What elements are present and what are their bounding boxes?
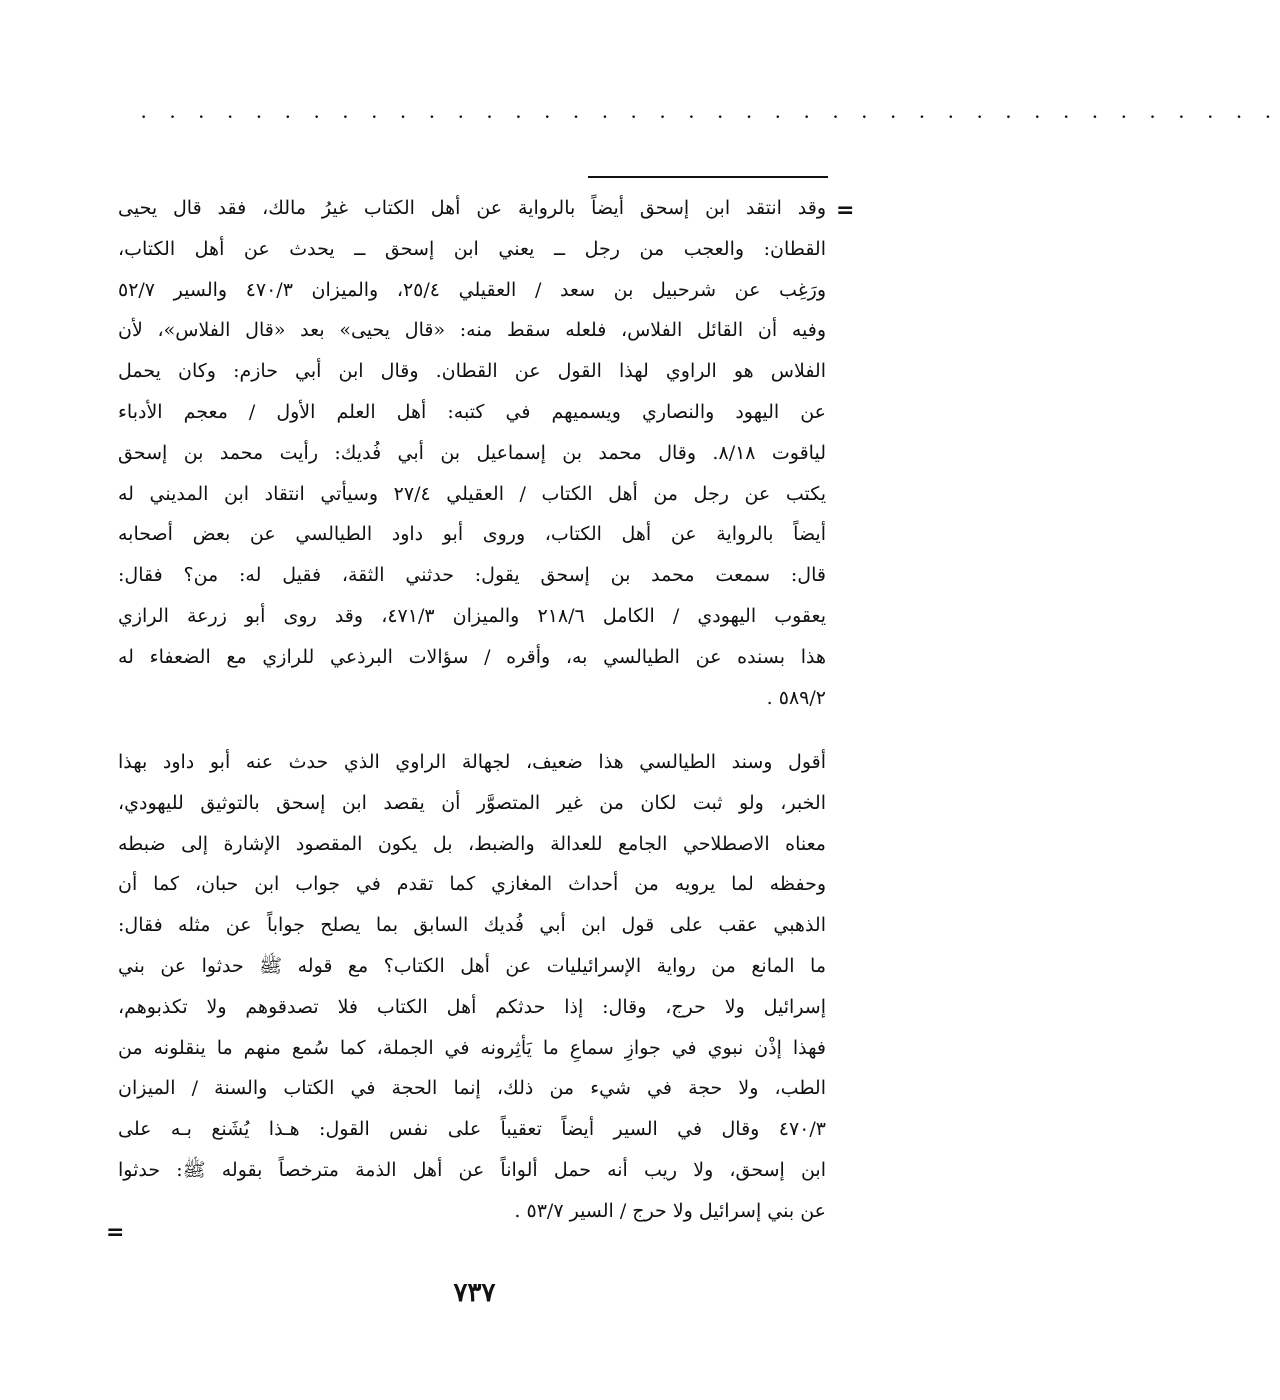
footnote-line: ٥٨٩/٢ . [766,686,826,709]
footnote-line: ورَغِب عن شرحبيل بن سعد / العقيلي ٢٥/٤، والميزان ٤٧٠/٣ والسير ٥٢/٧ [118,278,826,301]
body-line: الطب، ولا حجة في شيء من ذلك، إنما الحجة في الكتاب والسنة / الميزان [118,1077,826,1100]
body-line: ما المانع من رواية الإسرائيليات عن أهل الكتاب؟ مع قوله ﷺ حدثوا عن بني [118,954,826,977]
body-paragraph [118,742,826,1232]
body-line: عن بني إسرائيل ولا حرج / السير ٥٣/٧ . [514,1199,826,1222]
continuation-mark-bottom: = [106,1220,125,1245]
body-line: فهذا إذْن نبوي في جوازِ سماعِ ما يَأثِرونه في الجملة، كما سُمع منهم ما ينقلونه من [118,1036,826,1059]
footnote-separator [588,176,828,178]
page-number: ٧٣٧ [453,1278,496,1308]
body-line: ابن إسحق، ولا ريب أنه حمل ألواناً عن أهل الذمة مترخصاً بقوله ﷺ: حدثوا [118,1158,826,1181]
body-line: ٤٧٠/٣ وقال في السير أيضاً تعقيباً على نفس القول: هـذا يُشَنع بـه على [118,1118,826,1141]
body-line: أقول وسند الطيالسي هذا ضعيف، لجهالة الراوي الذي حدث عنه أبو داود بهذا [118,751,826,773]
footnote-line: لياقوت ٨/١٨. وقال محمد بن إسماعيل بن أبي فُديك: رأيت محمد بن إسحق [118,441,826,464]
footnote-line: وقد انتقد ابن إسحق أيضاً بالرواية عن أهل الكتاب غيرُ مالك، فقد قال يحيى [118,197,826,219]
footnote-line: قال: سمعت محمد بن إسحق يقول: حدثني الثقة، فقيل له: من؟ فقال: [118,564,826,587]
footnote-line: يعقوب اليهودي / الكامل ٢١٨/٦ والميزان ٤٧١/٣، وقد روى أبو زرعة الرازي [118,604,826,627]
body-line: الذهبي عقب على قول ابن أبي فُديك السابق بما يصلح جواباً عن مثله فقال: [118,914,826,937]
footnote-line: هذا بسنده عن الطيالسي به، وأقره / سؤالات البرذعي للرازي مع الضعفاء له [118,645,826,668]
body-line: الخبر، ولو ثبت لكان من غير المتصوَّر أن يقصد ابن إسحق بالتوثيق لليهودي، [118,791,826,814]
body-line: معناه الاصطلاحي الجامع للعدالة والضبط، بل يكون المقصود الإشارة إلى ضبطه [118,832,826,855]
header-dotted-rule: · · · · · · · · · · · · · · · · · · · · · · · · · · · · · · · · · · · · · · · · [140,104,1280,129]
body-line: وحفظه لما يرويه من أحداث المغازي كما تقدم في جواب ابن حبان، كما أن [118,873,826,896]
body-line: إسرائيل ولا حرج، وقال: إذا حدثكم أهل الكتاب فلا تصدقوهم ولا تكذبوهم، [118,995,826,1018]
footnote-block [118,188,826,718]
footnote-line: أيضاً بالرواية عن أهل الكتاب، وروى أبو داود الطيالسي عن بعض أصحابه [118,523,826,546]
footnote-line: وفيه أن القائل الفلاس، فلعله سقط منه: «قال يحيى» بعد «قال الفلاس»، لأن [118,319,826,342]
footnote-line: الفلاس هو الراوي لهذا القول عن القطان. وقال ابن أبي حازم: وكان يحمل [118,360,826,383]
footnote-line: يكتب عن رجل من أهل الكتاب / العقيلي ٢٧/٤ وسيأتي انتقاد ابن المديني له [118,482,826,505]
footnote-line: عن اليهود والنصاري ويسميهم في كتبه: أهل العلم الأول / معجم الأدباء [118,400,826,423]
continuation-mark-top: = [836,198,855,223]
footnote-line: القطان: والعجب من رجل ــ يعني ابن إسحق ــ يحدث عن أهل الكتاب، [118,237,826,260]
